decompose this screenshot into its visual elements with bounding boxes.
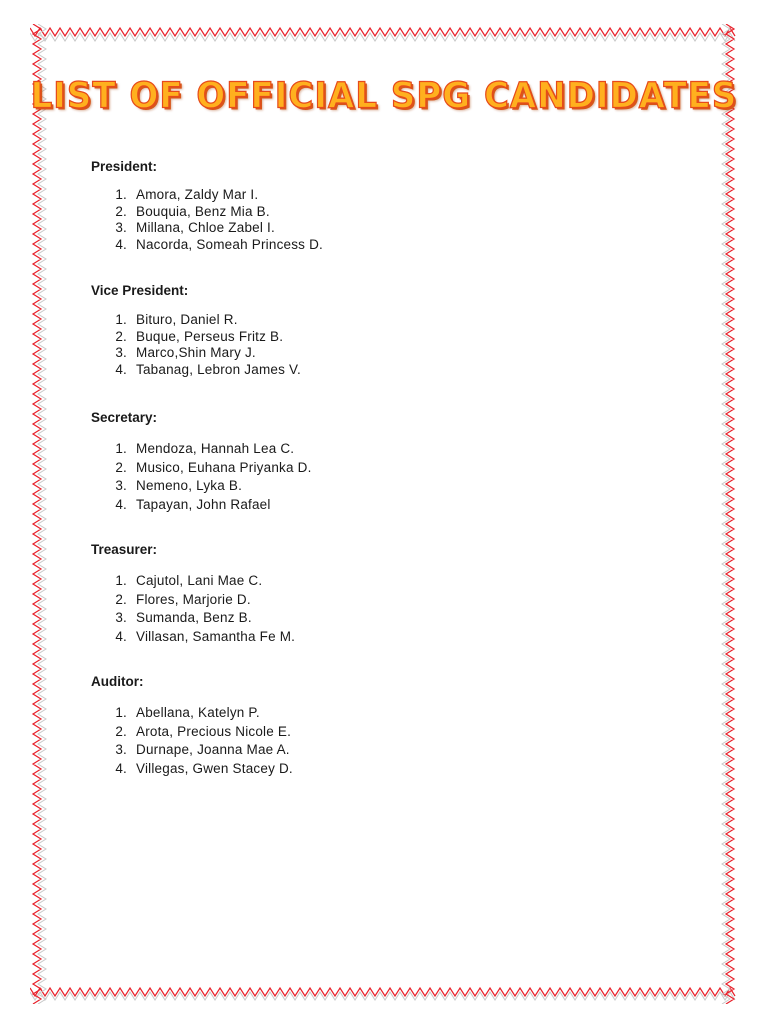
list-item — [91, 628, 691, 647]
candidate-name: Cajutol, Lani Mae C. — [136, 573, 263, 588]
candidate-name: Nemeno, Lyka B. — [136, 478, 243, 493]
top-zigzag-border — [30, 24, 738, 46]
section-vice-president — [91, 281, 691, 378]
right-border-line — [726, 24, 734, 1004]
section-treasurer — [91, 540, 691, 646]
item-number: 4. — [115, 496, 127, 512]
list-item — [91, 362, 691, 379]
bottom-border-line — [30, 988, 735, 996]
candidate-name: Sumanda, Benz B. — [136, 610, 252, 625]
candidate-list — [91, 312, 691, 378]
candidate-name: Bouquia, Benz Mia B. — [136, 203, 270, 219]
candidate-name: Marco,Shin Mary J. — [136, 345, 256, 360]
page-title: LIST OF OFFICIAL SPG CANDIDATES — [30, 75, 738, 117]
item-number: 4. — [115, 760, 127, 776]
section-auditor — [91, 672, 691, 778]
item-number: 3. — [115, 610, 127, 625]
candidate-list — [91, 704, 691, 778]
item-number: 2. — [115, 591, 127, 607]
item-number: 2. — [115, 459, 127, 475]
list-item — [91, 220, 691, 237]
candidate-name: Musico, Euhana Priyanka D. — [136, 459, 312, 475]
bottom-zigzag-border — [30, 982, 738, 1004]
item-number: 3. — [115, 742, 127, 757]
section-secretary — [91, 408, 691, 514]
candidate-name: Villegas, Gwen Stacey D. — [136, 760, 293, 776]
item-number: 2. — [115, 328, 127, 344]
section-president — [91, 157, 691, 253]
item-number: 1. — [115, 187, 127, 202]
list-item — [91, 312, 691, 329]
candidate-name: Flores, Marjorie D. — [136, 591, 251, 607]
right-zigzag-border — [718, 24, 738, 1004]
item-number: 3. — [115, 345, 127, 360]
item-number: 4. — [115, 361, 127, 377]
candidate-name: Amora, Zaldy Mar I. — [136, 187, 259, 202]
list-item — [91, 723, 691, 742]
list-item — [91, 609, 691, 628]
candidate-name: Durnape, Joanna Mae A. — [136, 742, 290, 757]
list-item — [91, 459, 691, 478]
candidate-name: Nacorda, Someah Princess D. — [136, 236, 323, 252]
section-heading: Treasurer: — [91, 542, 158, 557]
item-number: 1. — [115, 573, 127, 588]
list-item — [91, 496, 691, 515]
item-number: 3. — [115, 220, 127, 235]
candidate-name: Mendoza, Hannah Lea C. — [136, 441, 295, 456]
top-border-line — [30, 28, 735, 36]
candidate-list — [91, 440, 691, 514]
list-item — [91, 591, 691, 610]
list-item — [91, 237, 691, 254]
candidate-list — [91, 572, 691, 646]
left-zigzag-border — [30, 24, 50, 1004]
candidate-name: Buque, Perseus Fritz B. — [136, 328, 284, 344]
candidate-name: Arota, Precious Nicole E. — [136, 723, 292, 739]
list-item — [91, 440, 691, 459]
list-item — [91, 572, 691, 591]
list-item — [91, 329, 691, 346]
list-item — [91, 477, 691, 496]
candidate-name: Villasan, Samantha Fe M. — [136, 628, 296, 644]
top-border-line-inner — [30, 33, 735, 41]
item-number: 1. — [115, 441, 127, 456]
candidate-name: Tapayan, John Rafael — [136, 496, 271, 512]
section-heading: Vice President: — [91, 283, 189, 298]
item-number: 4. — [115, 236, 127, 252]
right-border-line-inner — [722, 24, 730, 1004]
list-item — [91, 204, 691, 221]
list-item — [91, 760, 691, 779]
candidate-name: Tabanag, Lebron James V. — [136, 361, 301, 377]
left-border-line-inner — [38, 24, 46, 1004]
item-number: 1. — [115, 705, 127, 720]
section-heading: Auditor: — [91, 674, 144, 689]
candidate-list — [91, 187, 691, 253]
section-heading: President: — [91, 159, 158, 174]
candidate-name: Millana, Chloe Zabel I. — [136, 220, 275, 235]
section-heading: Secretary: — [91, 410, 158, 425]
item-number: 4. — [115, 628, 127, 644]
list-item — [91, 345, 691, 362]
item-number: 3. — [115, 478, 127, 493]
list-item — [91, 187, 691, 204]
left-border-line — [33, 24, 41, 1004]
item-number: 1. — [115, 312, 127, 327]
candidate-name: Abellana, Katelyn P. — [136, 705, 260, 720]
candidate-name: Bituro, Daniel R. — [136, 312, 238, 327]
item-number: 2. — [115, 723, 127, 739]
list-item — [91, 741, 691, 760]
list-item — [91, 704, 691, 723]
item-number: 2. — [115, 203, 127, 219]
bottom-border-line-inner — [30, 992, 735, 1000]
